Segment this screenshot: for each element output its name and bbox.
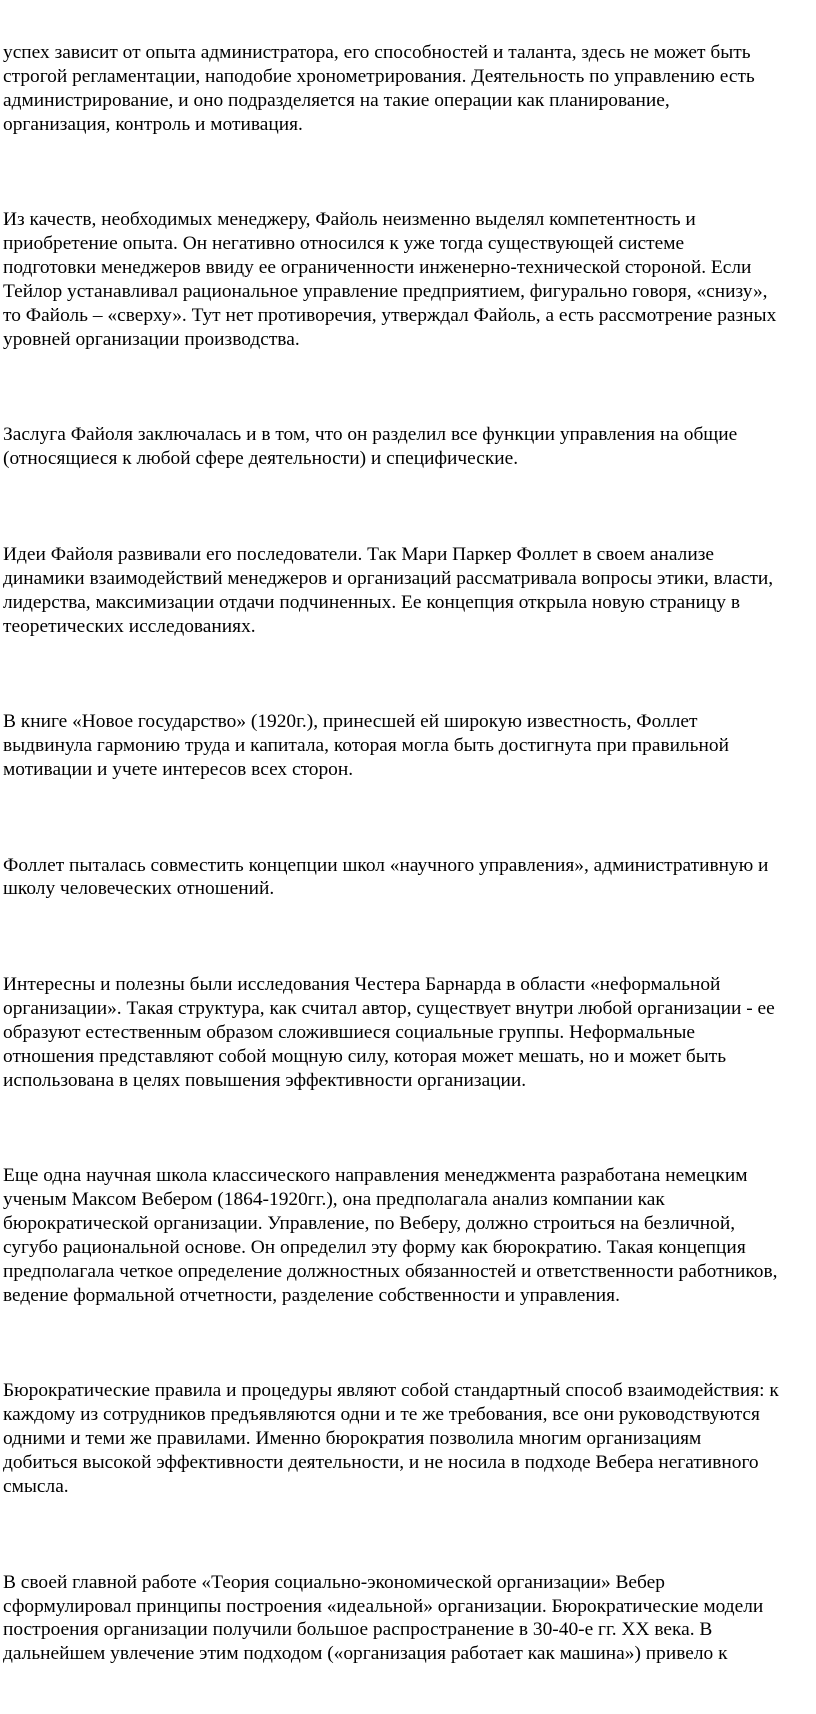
paragraph-follett-schools: Фоллет пыталась совместить концепции школ «научного управления», административную и школу человеческих отношений. — [3, 854, 769, 900]
paragraph-fayol-merit: Заслуга Файоля заключалась и в том, что он разделил все функции управления на общие (относящиеся к любой сфере деятельности) и специфические. — [3, 424, 738, 470]
paragraph-bureaucratic-rules: Бюрократические правила и процедуры являют собой стандартный способ взаимодействия: к каждому из сотрудников предъявляются одни и те же требования, все они руководствуются одними и теми же правилами. Именно бюрократия позволила многим организациям добиться высокой эффективности деятельности, и не носила в подходе Вебера негативного смысла. — [3, 1380, 779, 1498]
paragraph-barnard-informal: Интересны и полезны были исследования Честера Барнарда в области «неформальной организации». Такая структура, как считал автор, существует внутри любой организации - ее образуют естественным образом сложившиеся социальные группы. Неформальные отношения представляют собой мощную силу, которая может мешать, но и может быть использована в целях повышения эффективности организации. — [3, 974, 775, 1091]
paragraph-manager-qualities: Из качеств, необходимых менеджеру, Файоль неизменно выделял компетентность и приобретение опыта. Он негативно относился к уже тогда существующей системе подготовки менеджеров ввиду ее ограниченности инженерно-технической стороной. Если Тейлор устанавливал рациональное управление предприятием, фигурально говоря, «снизу», то Файоль – «сверху». Тут нет противоречия, утверждал Файоль, а есть рассмотрение разных уровней организации производства. — [3, 209, 777, 350]
paragraph-weber-theory: В своей главной работе «Теория социально-экономической организации» Вебер сформулировал принципы построения «идеальной» организации. Бюрократические модели построения организации получили большое распространение в 30-40-е гг. XX века. В дальнейшем увлечение этим подходом («организация работает как машина») привело к — [3, 1571, 764, 1665]
paragraph-follett-ideas: Идеи Файоля развивали его последователи. Так Мари Паркер Фоллет в своем анализе динамики взаимодействий менеджеров и организаций рассматривала вопросы этики, власти, лидерства, максимизации отдачи подчиненных. Ее концепция открыла новую страницу в теоретических исследованиях. — [3, 543, 774, 637]
paragraph-fayol-administration: успех зависит от опыта администратора, его способностей и таланта, здесь не может быть строгой регламентации, наподобие хронометрирования. Деятельность по управлению есть администрирование, и оно подразделяется на такие операции как планирование, организация, контроль и мотивация. — [3, 41, 755, 135]
paragraph-weber-school: Еще одна научная школа классического направления менеджмента разработана немецким ученым Максом Вебером (1864-1920гг.), она предполагала анализ компании как бюрократической организации. Управление, по Веберу, должно строиться на безличной, сугубо рациональной основе. Он определил эту форму как бюрократию. Такая концепция предполагала четкое определение должностных обязанностей и ответственности работников, ведение формальной отчетности, разделение собственности и управления. — [3, 1165, 778, 1306]
paragraph-new-state-book: В книге «Новое государство» (1920г.), принесшей ей широкую известность, Фоллет выдвинула гармонию труда и капитала, которая могла быть достигнута при правильной мотивации и учете интересов всех сторон. — [3, 711, 729, 780]
